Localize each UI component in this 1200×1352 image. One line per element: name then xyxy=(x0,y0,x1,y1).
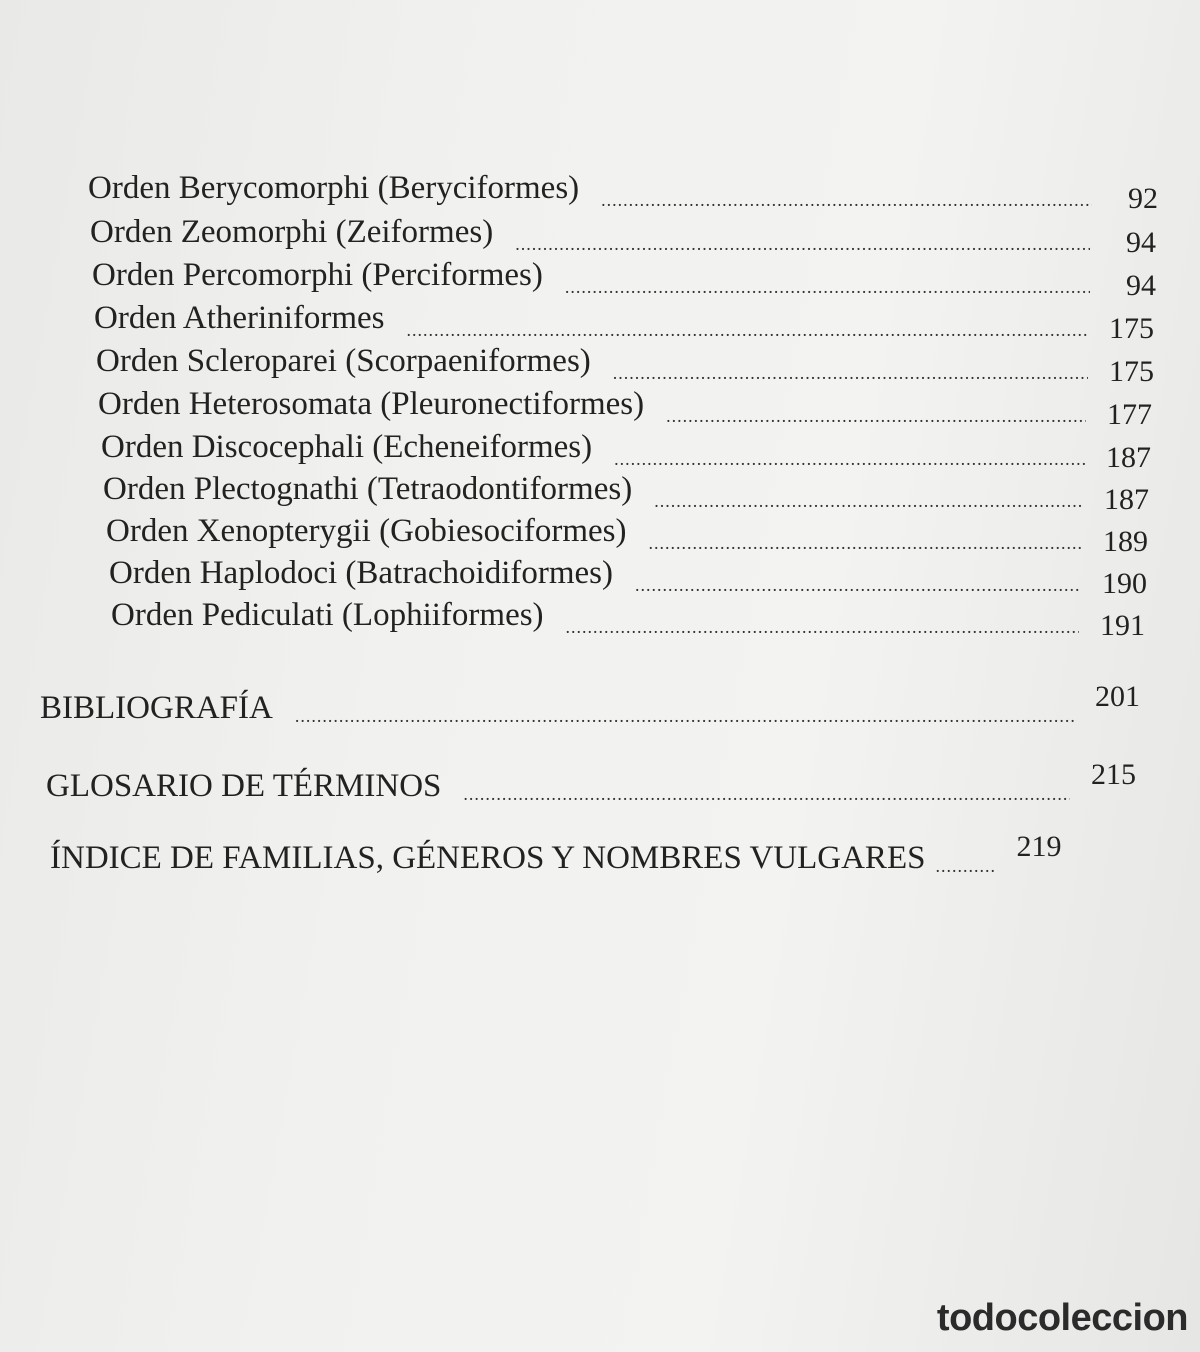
toc-entry-page: 175 xyxy=(1109,355,1154,388)
toc-entry-title: Orden Zeomorphi (Zeiformes) xyxy=(90,214,494,250)
toc-entry-page: 177 xyxy=(1107,398,1152,431)
toc-entry-title: Orden Scleroparei (Scorpaeniformes) xyxy=(96,343,591,379)
toc-entry-discocephali xyxy=(101,427,1151,474)
toc-entry-page: 191 xyxy=(1100,609,1145,642)
toc-entry-page: 94 xyxy=(1126,226,1156,259)
toc-entry-page: 175 xyxy=(1109,312,1154,345)
toc-entry-title: Orden Pediculati (Lophiiformes) xyxy=(111,597,544,633)
toc-entry-title: Orden Berycomorphi (Beryciformes) xyxy=(88,170,580,206)
dot-leader xyxy=(935,846,995,886)
dot-leader xyxy=(295,696,1074,736)
toc-entry-percomorphi xyxy=(92,255,1156,302)
toc-entry-page: 94 xyxy=(1126,269,1156,302)
toc-entry-title: Orden Haplodoci (Batrachoidiformes) xyxy=(109,555,613,591)
dot-leader xyxy=(463,774,1070,814)
toc-entry-page: 92 xyxy=(1128,182,1158,215)
toc-section-indice xyxy=(50,830,1134,882)
toc-section-title: GLOSARIO DE TÉRMINOS xyxy=(46,768,442,804)
toc-entry-page: 189 xyxy=(1103,525,1148,558)
toc-section-page: 215 xyxy=(1091,758,1136,791)
dot-leader xyxy=(566,607,1079,647)
toc-section-title: BIBLIOGRAFÍA xyxy=(40,690,273,726)
toc-entry-xenopterygii xyxy=(106,511,1148,558)
toc-entry-page: 190 xyxy=(1102,567,1147,600)
toc-entry-scleroparei xyxy=(96,341,1154,388)
toc-entry-page: 187 xyxy=(1106,441,1151,474)
toc-entry-title: Orden Plectognathi (Tetraodontiformes) xyxy=(103,471,633,507)
watermark-logo: todocoleccion xyxy=(936,1297,1188,1339)
toc-entry-title: Orden Atheriniformes xyxy=(94,300,385,336)
toc-entry-berycomorphi xyxy=(88,168,1158,215)
toc-section-bibliografia xyxy=(40,680,1140,732)
toc-entry-zeomorphi xyxy=(90,212,1156,259)
toc-entry-plectognathi xyxy=(103,469,1149,516)
toc-section-title: ÍNDICE DE FAMILIAS, GÉNEROS Y NOMBRES VULGARES xyxy=(50,840,926,876)
toc-section-glosario xyxy=(46,758,1136,810)
toc-entry-pediculati xyxy=(111,595,1145,642)
toc-entry-atheriniformes xyxy=(94,298,1154,345)
toc-entry-title: Orden Xenopterygii (Gobiesociformes) xyxy=(106,513,627,549)
toc-entry-title: Orden Heterosomata (Pleuronectiformes) xyxy=(98,386,645,422)
toc-entry-title: Orden Discocephali (Echeneiformes) xyxy=(101,429,593,465)
toc-entry-haplodoci xyxy=(109,553,1147,600)
toc-section-page: 201 xyxy=(1095,680,1140,713)
toc-entry-title: Orden Percomorphi (Perciformes) xyxy=(92,257,543,293)
toc-section-page: 219 xyxy=(1016,830,1062,863)
toc-entry-heterosomata xyxy=(98,384,1152,431)
toc-entry-page: 187 xyxy=(1104,483,1149,516)
